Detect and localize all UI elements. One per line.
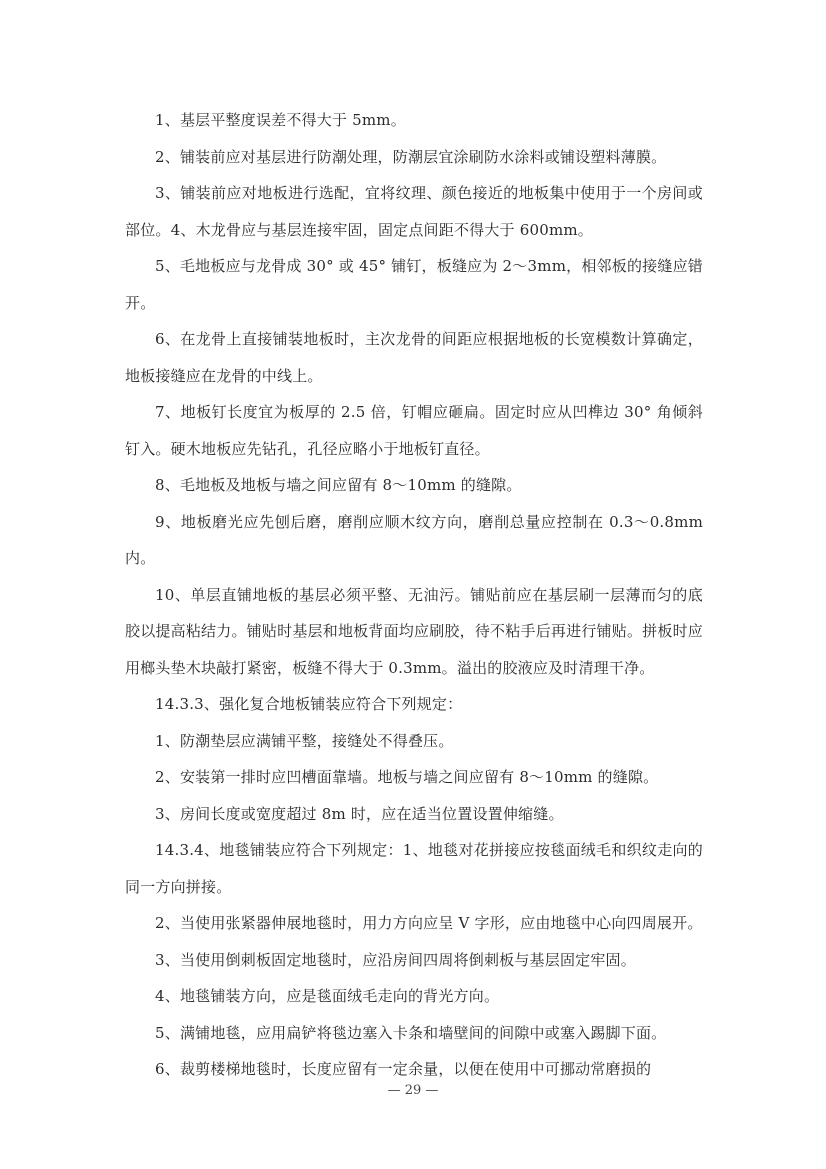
paragraph: 4、地毯铺装方向，应是毯面绒毛走向的背光方向。 [155,987,500,1005]
paragraph: 1、基层平整度误差不得大于 5mm。 [155,111,406,129]
paragraph: 3、当使用倒刺板固定地毯时，应沿房间四周将倒刺板与基层固定牢固。 [155,950,636,969]
paragraph: 6、在龙骨上直接铺装地板时，主次龙骨的间距应根据地板的长宽模数计算确定，地板接缝应在龙骨的中线上。 [125,330,703,385]
paragraph: 9、地板磨光应先刨后磨，磨削应顺木纹方向，磨削总量应控制在 0.3～0.8mm 内。 [125,512,703,567]
paragraph: 3、房间长度或宽度超过 8m 时，应在适当位置设置伸缩缝。 [155,804,564,823]
paragraph: 2、安装第一排时应凹槽面靠墙。地板与墙之间应留有 8～10mm 的缝隙。 [155,768,659,786]
paragraph: 6、裁剪楼梯地毯时，长度应留有一定余量，以便在使用中可挪动常磨损的 [155,1060,652,1078]
section-heading-14-3-3: 14.3.3、强化复合地板铺装应符合下列规定： [155,695,463,713]
paragraph: 5、满铺地毯，应用扁铲将毯边塞入卡条和墙壁间的间隙中或塞入踢脚下面。 [155,1023,667,1042]
paragraph: 1、防潮垫层应满铺平整，接缝处不得叠压。 [155,731,454,750]
paragraph: 7、地板钉长度宜为板厚的 2.5 倍，钉帽应砸扁。固定时应从凹榫边 30° 角倾斜钉入。硬木地板应先钻孔，孔径应略小于地板钉直径。 [125,403,703,458]
paragraph: 2、铺装前应对基层进行防潮处理，防潮层宜涂刷防水涂料或铺设塑料薄膜。 [155,147,667,166]
paragraph: 10、单层直铺地板的基层必须平整、无油污。铺贴前应在基层刷一层薄而匀的底胶以提高粘结力。铺贴时基层和地板背面均应刷胶，待不粘手后再进行铺贴。拼板时应用榔头垫木块敲打紧密，板缝不得大于 0.3mm。溢出的胶液应及时清理干净。 [125,585,703,677]
paragraph: 3、铺装前应对地板进行选配，宜将纹理、颜色接近的地板集中使用于一个房间或部位。4、木龙骨应与基层连接牢固，固定点间距不得大于 600mm。 [125,184,703,239]
document-body [125,102,703,1088]
page-number: — 29 — [387,1083,439,1098]
paragraph: 2、当使用张紧器伸展地毯时，用力方向应呈 V 字形，应由地毯中心向四周展开。 [155,914,703,932]
paragraph: 5、毛地板应与龙骨成 30° 或 45° 铺钉，板缝应为 2～3mm，相邻板的接缝应错开。 [125,257,703,312]
section-heading-14-3-4: 14.3.4、地毯铺装应符合下列规定：1、地毯对花拼接应按毯面绒毛和织纹走向的同一方向拼接。 [125,841,703,896]
paragraph: 8、毛地板及地板与墙之间应留有 8～10mm 的缝隙。 [155,476,522,494]
